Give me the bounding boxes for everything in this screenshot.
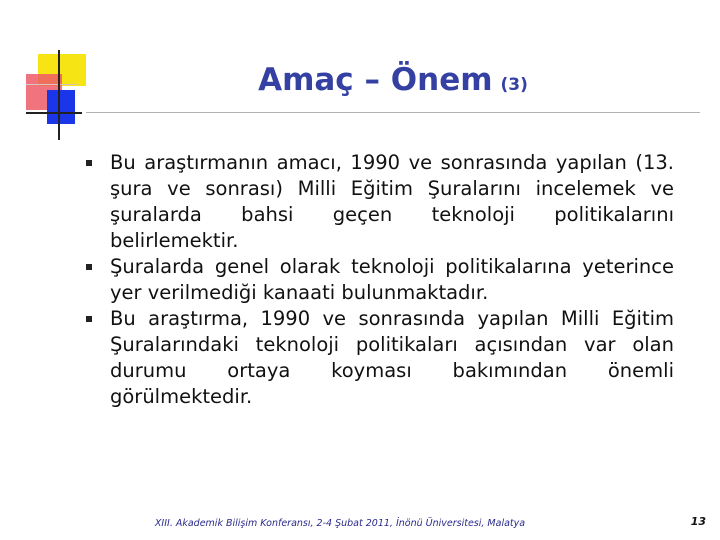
bullet-item xyxy=(110,306,674,410)
bullet-list xyxy=(110,150,674,410)
decor-horizontal-line xyxy=(26,112,82,114)
slide-title-text: Amaç – Önem xyxy=(258,62,493,98)
slide-title-suffix: (3) xyxy=(500,75,528,95)
bullet-item xyxy=(110,150,674,254)
slide-footer: XIII. Akademik Bilişim Konferansı, 2-4 Şubat 2011, İnönü Üniversitesi, Malatya xyxy=(154,518,526,529)
decor-vertical-line xyxy=(58,50,60,140)
bullet-item xyxy=(110,254,674,306)
bullet-square-icon xyxy=(86,264,92,270)
bullet-square-icon xyxy=(86,316,92,322)
bullet-text: Bu araştırmanın amacı, 1990 ve sonrasında yapılan (13. şura ve sonrası) Milli Eğitim Şuralarını incelemek ve şuralarda bahsi geçen teknoloji politikalarını belirlemektir. xyxy=(110,151,674,252)
bullet-square-icon xyxy=(86,160,92,166)
bullet-text: Bu araştırma, 1990 ve sonrasında yapılan Milli Eğitim Şuralarındaki teknoloji politikaları açısından var olan durumu ortaya koyması bakımından önemli görülmektedir. xyxy=(110,307,674,408)
bullet-text: Şuralarda genel olarak teknoloji politikalarına yeterince yer verilmediği kanaati bulunmaktadır. xyxy=(110,255,674,304)
decor-blue-square xyxy=(47,90,75,124)
page-number: 13 xyxy=(690,515,706,528)
title-divider xyxy=(86,112,700,113)
decor-faint-line xyxy=(26,84,78,85)
slide-title xyxy=(86,62,700,98)
